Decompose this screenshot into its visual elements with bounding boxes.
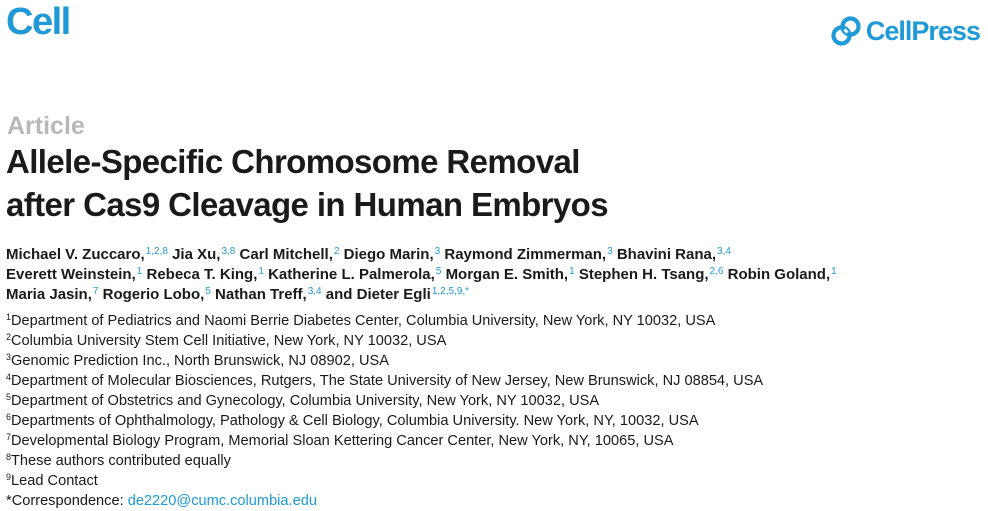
author-affiliation-marker[interactable]: 7 xyxy=(92,286,99,297)
publisher-name: CellPress xyxy=(865,16,980,46)
author-affiliation-marker[interactable]: 1 xyxy=(569,266,575,277)
author-name: Stephen H. Tsang, xyxy=(578,266,709,283)
article-title xyxy=(6,140,608,226)
author xyxy=(6,266,142,283)
affiliation-item xyxy=(6,331,986,351)
affiliation-item xyxy=(6,391,986,411)
title-line-1: Allele-Specific Chromosome Removal xyxy=(6,143,580,180)
author-affiliation-marker[interactable]: 2 xyxy=(333,246,340,257)
author-affiliation-marker[interactable]: 1 xyxy=(831,266,837,277)
affiliation-item xyxy=(6,411,986,431)
author xyxy=(617,246,731,263)
affiliation-text: Departments of Ophthalmology, Pathology & Cell Biology, Columbia University. New York, NY, 10032, USA xyxy=(11,413,699,429)
affiliation-number: 5 xyxy=(6,392,12,402)
author xyxy=(240,246,340,263)
author-affiliation-marker[interactable]: 3,4 xyxy=(717,246,731,257)
author xyxy=(6,286,98,303)
author-name: Michael V. Zuccaro, xyxy=(6,246,145,263)
affiliation-number: 8 xyxy=(6,452,12,462)
author-name: Carl Mitchell, xyxy=(239,246,333,263)
affiliation-item xyxy=(6,471,986,491)
author-name: Rebeca T. King, xyxy=(146,266,258,283)
affiliation-number: 3 xyxy=(6,352,12,362)
affiliation-number: 4 xyxy=(6,372,12,382)
author xyxy=(6,246,168,263)
author-affiliation-marker[interactable]: 3 xyxy=(434,246,441,257)
author-name: Bhavini Rana, xyxy=(616,246,717,263)
author-name: Rogerio Lobo, xyxy=(102,286,205,303)
affiliation-text: Columbia University Stem Cell Initiative, New York, NY 10032, USA xyxy=(11,333,447,349)
correspondence-email-link[interactable]: de2220@cumc.columbia.edu xyxy=(127,493,317,509)
affiliation-text: Genomic Prediction Inc., North Brunswick, NJ 08902, USA xyxy=(11,353,389,369)
cellpress-logo-icon xyxy=(831,16,861,46)
affiliation-list xyxy=(6,311,986,511)
author xyxy=(172,246,235,263)
affiliation-number: 6 xyxy=(6,412,12,422)
correspondence-marker: * xyxy=(6,493,12,509)
author-name: Morgan E. Smith, xyxy=(445,266,569,283)
author-affiliation-marker[interactable]: 5 xyxy=(205,286,211,297)
author-affiliation-marker[interactable]: 3,8 xyxy=(221,246,236,257)
publisher-logo xyxy=(831,14,980,48)
affiliation-text: These authors contributed equally xyxy=(11,453,231,469)
affiliation-item xyxy=(6,371,986,391)
author xyxy=(147,266,264,283)
author xyxy=(579,266,724,283)
affiliation-number: 9 xyxy=(6,472,12,482)
author xyxy=(446,266,575,283)
correspondence xyxy=(6,491,986,511)
author-name: Raymond Zimmerman, xyxy=(444,246,607,263)
author-line-1 xyxy=(6,245,986,265)
correspondence-label: Correspondence: xyxy=(11,493,128,509)
affiliation-number: 1 xyxy=(6,312,12,322)
affiliation-item xyxy=(6,311,986,331)
author-affiliation-marker[interactable]: 1 xyxy=(136,266,143,277)
author-name: Nathan Treff, xyxy=(215,286,307,303)
author-line-2 xyxy=(6,265,986,285)
author-affiliation-marker[interactable]: 5 xyxy=(435,266,442,277)
article-type-label: Article xyxy=(7,112,85,140)
author-name: Everett Weinstein, xyxy=(6,266,136,283)
affiliation-number: 2 xyxy=(6,332,12,342)
affiliation-text: Lead Contact xyxy=(11,473,98,489)
affiliation-text: Department of Pediatrics and Naomi Berrie Diabetes Center, Columbia University, New York, NY 10032, USA xyxy=(11,313,716,329)
affiliation-item xyxy=(6,451,986,471)
author-list xyxy=(6,245,986,305)
affiliation-item xyxy=(6,431,986,451)
author xyxy=(444,246,612,263)
author xyxy=(326,286,469,303)
author xyxy=(344,246,441,263)
affiliation-item xyxy=(6,351,986,371)
author-affiliation-marker[interactable]: 2,6 xyxy=(709,266,724,277)
author-name: and Dieter Egli xyxy=(325,286,431,303)
author xyxy=(103,286,211,303)
affiliation-text: Developmental Biology Program, Memorial Sloan Kettering Cancer Center, New York, NY, 10065, USA xyxy=(11,433,674,449)
journal-logo: Cell xyxy=(6,1,70,43)
title-line-2: after Cas9 Cleavage in Human Embryos xyxy=(6,186,608,223)
author-affiliation-marker[interactable]: 3,4 xyxy=(307,286,322,297)
author-affiliation-marker[interactable]: 1 xyxy=(258,266,264,277)
author-name: Jia Xu, xyxy=(172,246,221,263)
affiliation-text: Department of Molecular Biosciences, Rutgers, The State University of New Jersey, New Brunswick, NJ 08854, USA xyxy=(11,373,764,389)
author-affiliation-marker[interactable]: 1,2,5,9,* xyxy=(431,286,470,297)
author-name: Robin Goland, xyxy=(727,266,831,283)
author xyxy=(215,286,322,303)
author-name: Maria Jasin, xyxy=(6,286,92,303)
author-name: Katherine L. Palmerola, xyxy=(268,266,435,283)
author-line-3 xyxy=(6,285,986,305)
author-affiliation-marker[interactable]: 3 xyxy=(607,246,613,257)
author xyxy=(728,266,837,283)
author-name: Diego Marin, xyxy=(343,246,434,263)
author-affiliation-marker[interactable]: 1,2,8 xyxy=(145,246,168,257)
affiliation-number: 7 xyxy=(6,432,12,442)
author xyxy=(268,266,441,283)
affiliation-text: Department of Obstetrics and Gynecology, Columbia University, New York, NY 10032, USA xyxy=(11,393,600,409)
